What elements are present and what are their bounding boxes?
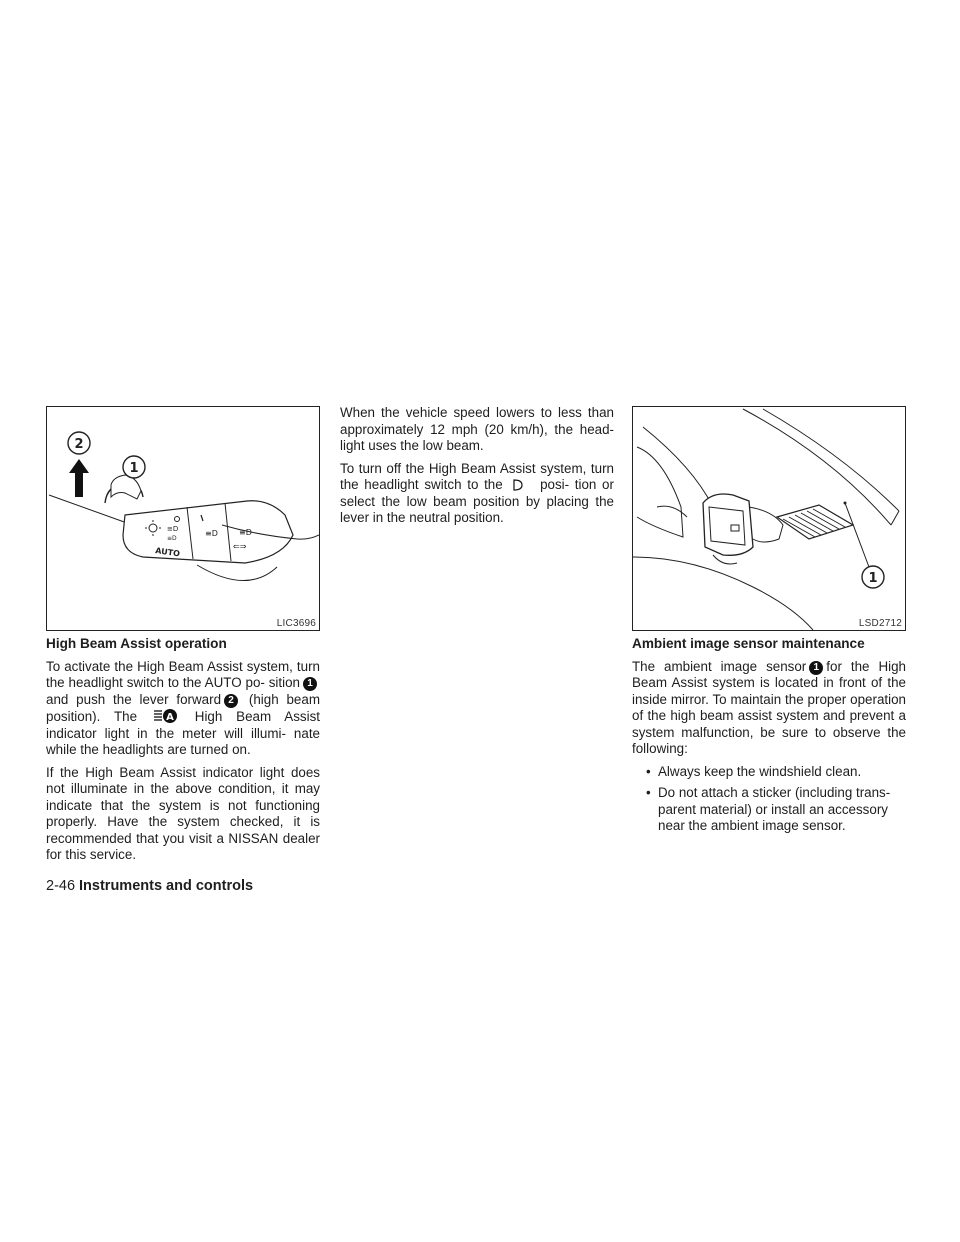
svg-text:≡D: ≡D — [167, 525, 179, 533]
page-number: 2-46 — [46, 878, 76, 894]
text-run: To turn off the High Beam Assist system, turn the headlight switch to the — [340, 460, 614, 492]
headlight-off-icon — [510, 478, 532, 492]
svg-text:≡D: ≡D — [239, 528, 252, 537]
auto-label: AUTO — [154, 546, 181, 559]
figure-ambient-sensor — [632, 406, 906, 631]
svg-text:⇐⇒: ⇐⇒ — [233, 542, 247, 551]
text-run: (high beam position). The — [46, 691, 320, 724]
paragraph — [340, 461, 614, 527]
callout-2: 2 — [74, 437, 84, 452]
high-beam-assist-indicator-icon — [153, 708, 179, 724]
svg-text:≡D: ≡D — [167, 535, 177, 542]
text-run: posi- tion or select the low beam position by placing the lever in the neutral position. — [340, 477, 614, 525]
figure-code: LSD2712 — [858, 618, 902, 629]
column-right — [632, 636, 906, 840]
ambient-sensor-illustration — [633, 407, 905, 630]
list-item: • Always keep the windshield clean. — [632, 764, 906, 781]
list-item: • Do not attach a sticker (including trans- parent material) or install an accessory near the ambient image sensor. — [632, 785, 906, 835]
figure-headlight-lever — [46, 406, 320, 631]
section-heading: High Beam Assist operation — [46, 636, 227, 651]
paragraph: If the High Beam Assist indicator light does not illuminate in the above condition, it may indicate that the system is not functioning properly. Have the system checked, it is recommended that you visit a NISSAN dealer for this service. — [46, 764, 320, 862]
text-run: To activate the High Beam Assist system, turn the headlight switch to the AUTO po- sition — [46, 658, 320, 690]
svg-text:≡D: ≡D — [205, 529, 218, 538]
text-run: High Beam Assist indicator light in the meter will illumi- nate while the headlights are turned on. — [46, 709, 320, 757]
text-run: for the High Beam Assist system is located in front of the inside mirror. To maintain the proper operation of the high beam assist system and prevent a system malfunction, be sure to observe the following: — [632, 658, 906, 756]
text-run: The ambient image sensor — [632, 658, 807, 674]
section-heading: Ambient image sensor maintenance — [632, 636, 865, 651]
text-run: and push the lever forward — [46, 691, 222, 707]
column-left — [46, 636, 320, 870]
figure-code: LIC3696 — [276, 618, 316, 629]
column-middle — [340, 405, 614, 533]
headlight-lever-illustration — [47, 407, 319, 630]
paragraph: When the vehicle speed lowers to less than approximately 12 mph (20 km/h), the head- light uses the low beam. — [340, 405, 614, 453]
page-footer — [46, 878, 253, 894]
paragraph — [46, 659, 320, 759]
callout-1: 1 — [868, 571, 878, 586]
paragraph — [632, 659, 906, 758]
callout-1: 1 — [129, 461, 139, 476]
callout-marker: 2 — [224, 694, 238, 708]
section-title: Instruments and controls — [79, 878, 254, 894]
bullet-list — [632, 764, 906, 835]
svg-text:A: A — [166, 712, 174, 723]
callout-marker: 1 — [303, 677, 317, 691]
callout-marker: 1 — [809, 661, 823, 675]
